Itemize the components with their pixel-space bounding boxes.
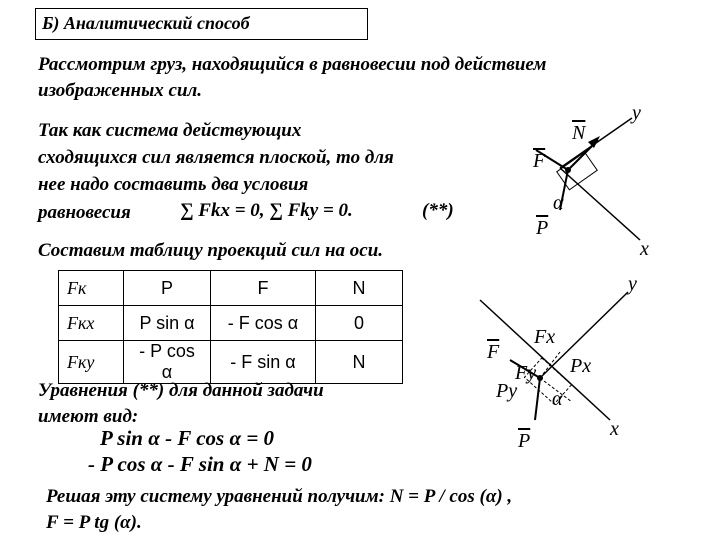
label-y-1: y [632,102,641,124]
diagram-1 [536,118,640,240]
cell-px: P sin α [124,306,211,341]
label-Px-2: Px [570,355,592,377]
label-P-2: $\overline{P}$ [518,430,531,452]
label-x-2: x [610,418,619,440]
header-F: F [211,271,316,306]
conditions-line-2: сходящихся сил является плоской, то для [38,147,394,168]
row-label-x: Fкx [59,306,124,341]
formula-reference: (**) [422,200,454,221]
load-point-1 [565,167,571,173]
row-label-y: Fкy [59,341,124,384]
label-y-2: y [628,273,637,295]
cell-fx: - F cos α [211,306,316,341]
label-Py-2: Py [496,380,518,402]
intro-line-1: Рассмотрим груз, находящийся в равновесии под действием [38,54,547,75]
label-x-1: x [640,238,649,260]
solution-line-2: F = P tg (α). [46,512,142,533]
equation-2: - P cos α - F sin α + N = 0 [88,452,312,476]
cell-nx: 0 [316,306,403,341]
label-alpha-1: α [553,192,564,214]
header-P: P [124,271,211,306]
conditions-line-1: Так как система действующих [38,120,302,141]
equations-intro-line-1: Уравнения (**) для данной задачи [38,380,324,401]
axis-x-1 [560,168,640,240]
label-F-1: $\overline{F}$ [533,150,546,172]
label-Fy-2: Fy [515,362,537,384]
label-N-1: $\overline{N}$ [572,122,586,144]
label-F-2: $\overline{F}$ [487,341,500,363]
load-point-2 [537,375,543,381]
label-P-1: $\overline{P}$ [536,217,549,239]
conditions-line-4: равновесия [38,202,131,223]
label-Fx-2: Fx [534,326,556,348]
cell-py: - P cos α [124,341,211,384]
section-title: Б) Аналитический способ [35,8,368,40]
conditions-line-3: нее надо составить два условия [38,174,309,195]
header-N: N [316,271,403,306]
cell-ny: N [316,341,403,384]
cell-fy: - F sin α [211,341,316,384]
header-force: Fк [59,271,124,306]
intro-line-2: изображенных сил. [38,80,203,101]
equations-intro-line-2: имеют вид: [38,406,139,427]
table-caption: Составим таблицу проекций сил на оси. [38,240,384,261]
equilibrium-formula: ∑ Fkx = 0, ∑ Fky = 0. [180,200,353,221]
equation-1: P sin α - F cos α = 0 [100,426,275,450]
solution-line-1: Решая эту систему уравнений получим: N = P / cos (α) , [46,486,513,507]
label-alpha-2: α [552,388,563,410]
